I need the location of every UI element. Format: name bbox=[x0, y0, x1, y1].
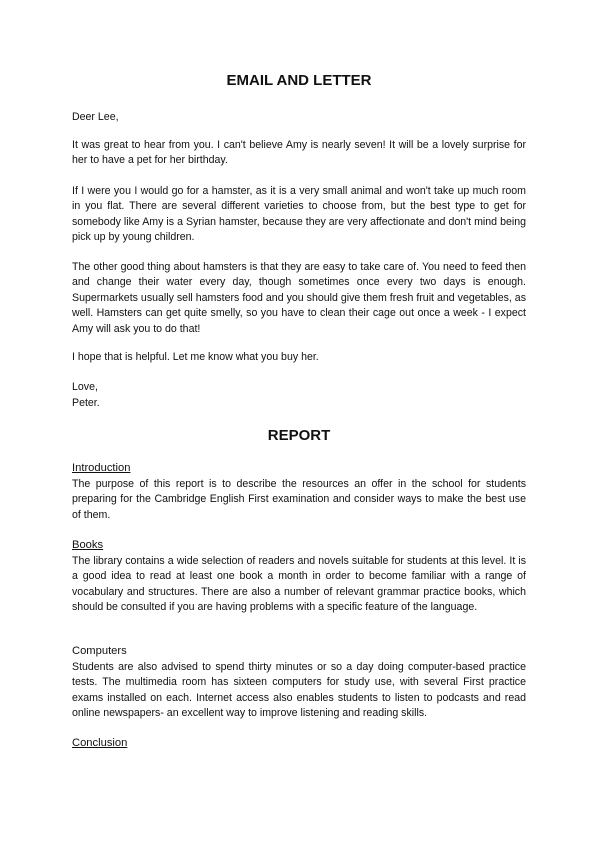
email-paragraph-4: I hope that is helpful. Let me know what you buy her. bbox=[72, 351, 319, 363]
report-section-title: REPORT bbox=[267, 427, 331, 444]
report-heading-conclusion: Conclusion bbox=[72, 737, 128, 749]
email-greeting: Deer Lee, bbox=[72, 111, 119, 123]
report-heading-introduction: Introduction bbox=[72, 462, 131, 474]
report-heading-books: Books bbox=[72, 539, 104, 551]
email-section-title: EMAIL AND LETTER bbox=[226, 72, 372, 89]
email-signature: Peter. bbox=[72, 397, 100, 409]
report-body-introduction: The purpose of this report is to describe the resources an offer in the school for students preparing for the Cambridge English First examination and consider ways to make the best use of them. bbox=[72, 478, 526, 521]
email-paragraph-2: If I were you I would go for a hamster, as it is a very small animal and won't take up much room in you flat. There are several different varieties to choose from, but the best type to get for somebody like Amy is a Syrian hamster, because they are very affectionate and don't mind being pick up by young children. bbox=[72, 185, 526, 244]
report-body-books: The library contains a wide selection of readers and novels suitable for students at this level. It is a good idea to read at least one book a month in order to become familiar with a range of vocabulary and structures. There are also a number of relevant grammar practice books, which should be consulted if you are having problems with a specific feature of the language. bbox=[72, 555, 526, 614]
report-body-computers: Students are also advised to spend thirty minutes or so a day doing computer-based practice tests. The multimedia room has sixteen computers for study use, with several First practice exams installed on each. Internet access also enables students to listen to podcasts and read online newspapers- an excellent way to improve listening and reading skills. bbox=[72, 661, 526, 720]
email-paragraph-3: The other good thing about hamsters is that they are easy to take care of. You need to feed then and change their water every day, though sometimes once every two days is enough. Supermarkets usually sell hamsters food and you should give them fresh fruit and vegetables, as well. Hamsters can get quite smelly, so you have to clean their cage out once a week - I expect Amy will ask you to do that! bbox=[72, 261, 526, 335]
email-signoff: Love, bbox=[72, 381, 98, 393]
report-heading-computers: Computers bbox=[72, 645, 127, 657]
email-paragraph-1: It was great to hear from you. I can't believe Amy is nearly seven! It will be a lovely surprise for her to have a pet for her birthday. bbox=[72, 139, 526, 167]
